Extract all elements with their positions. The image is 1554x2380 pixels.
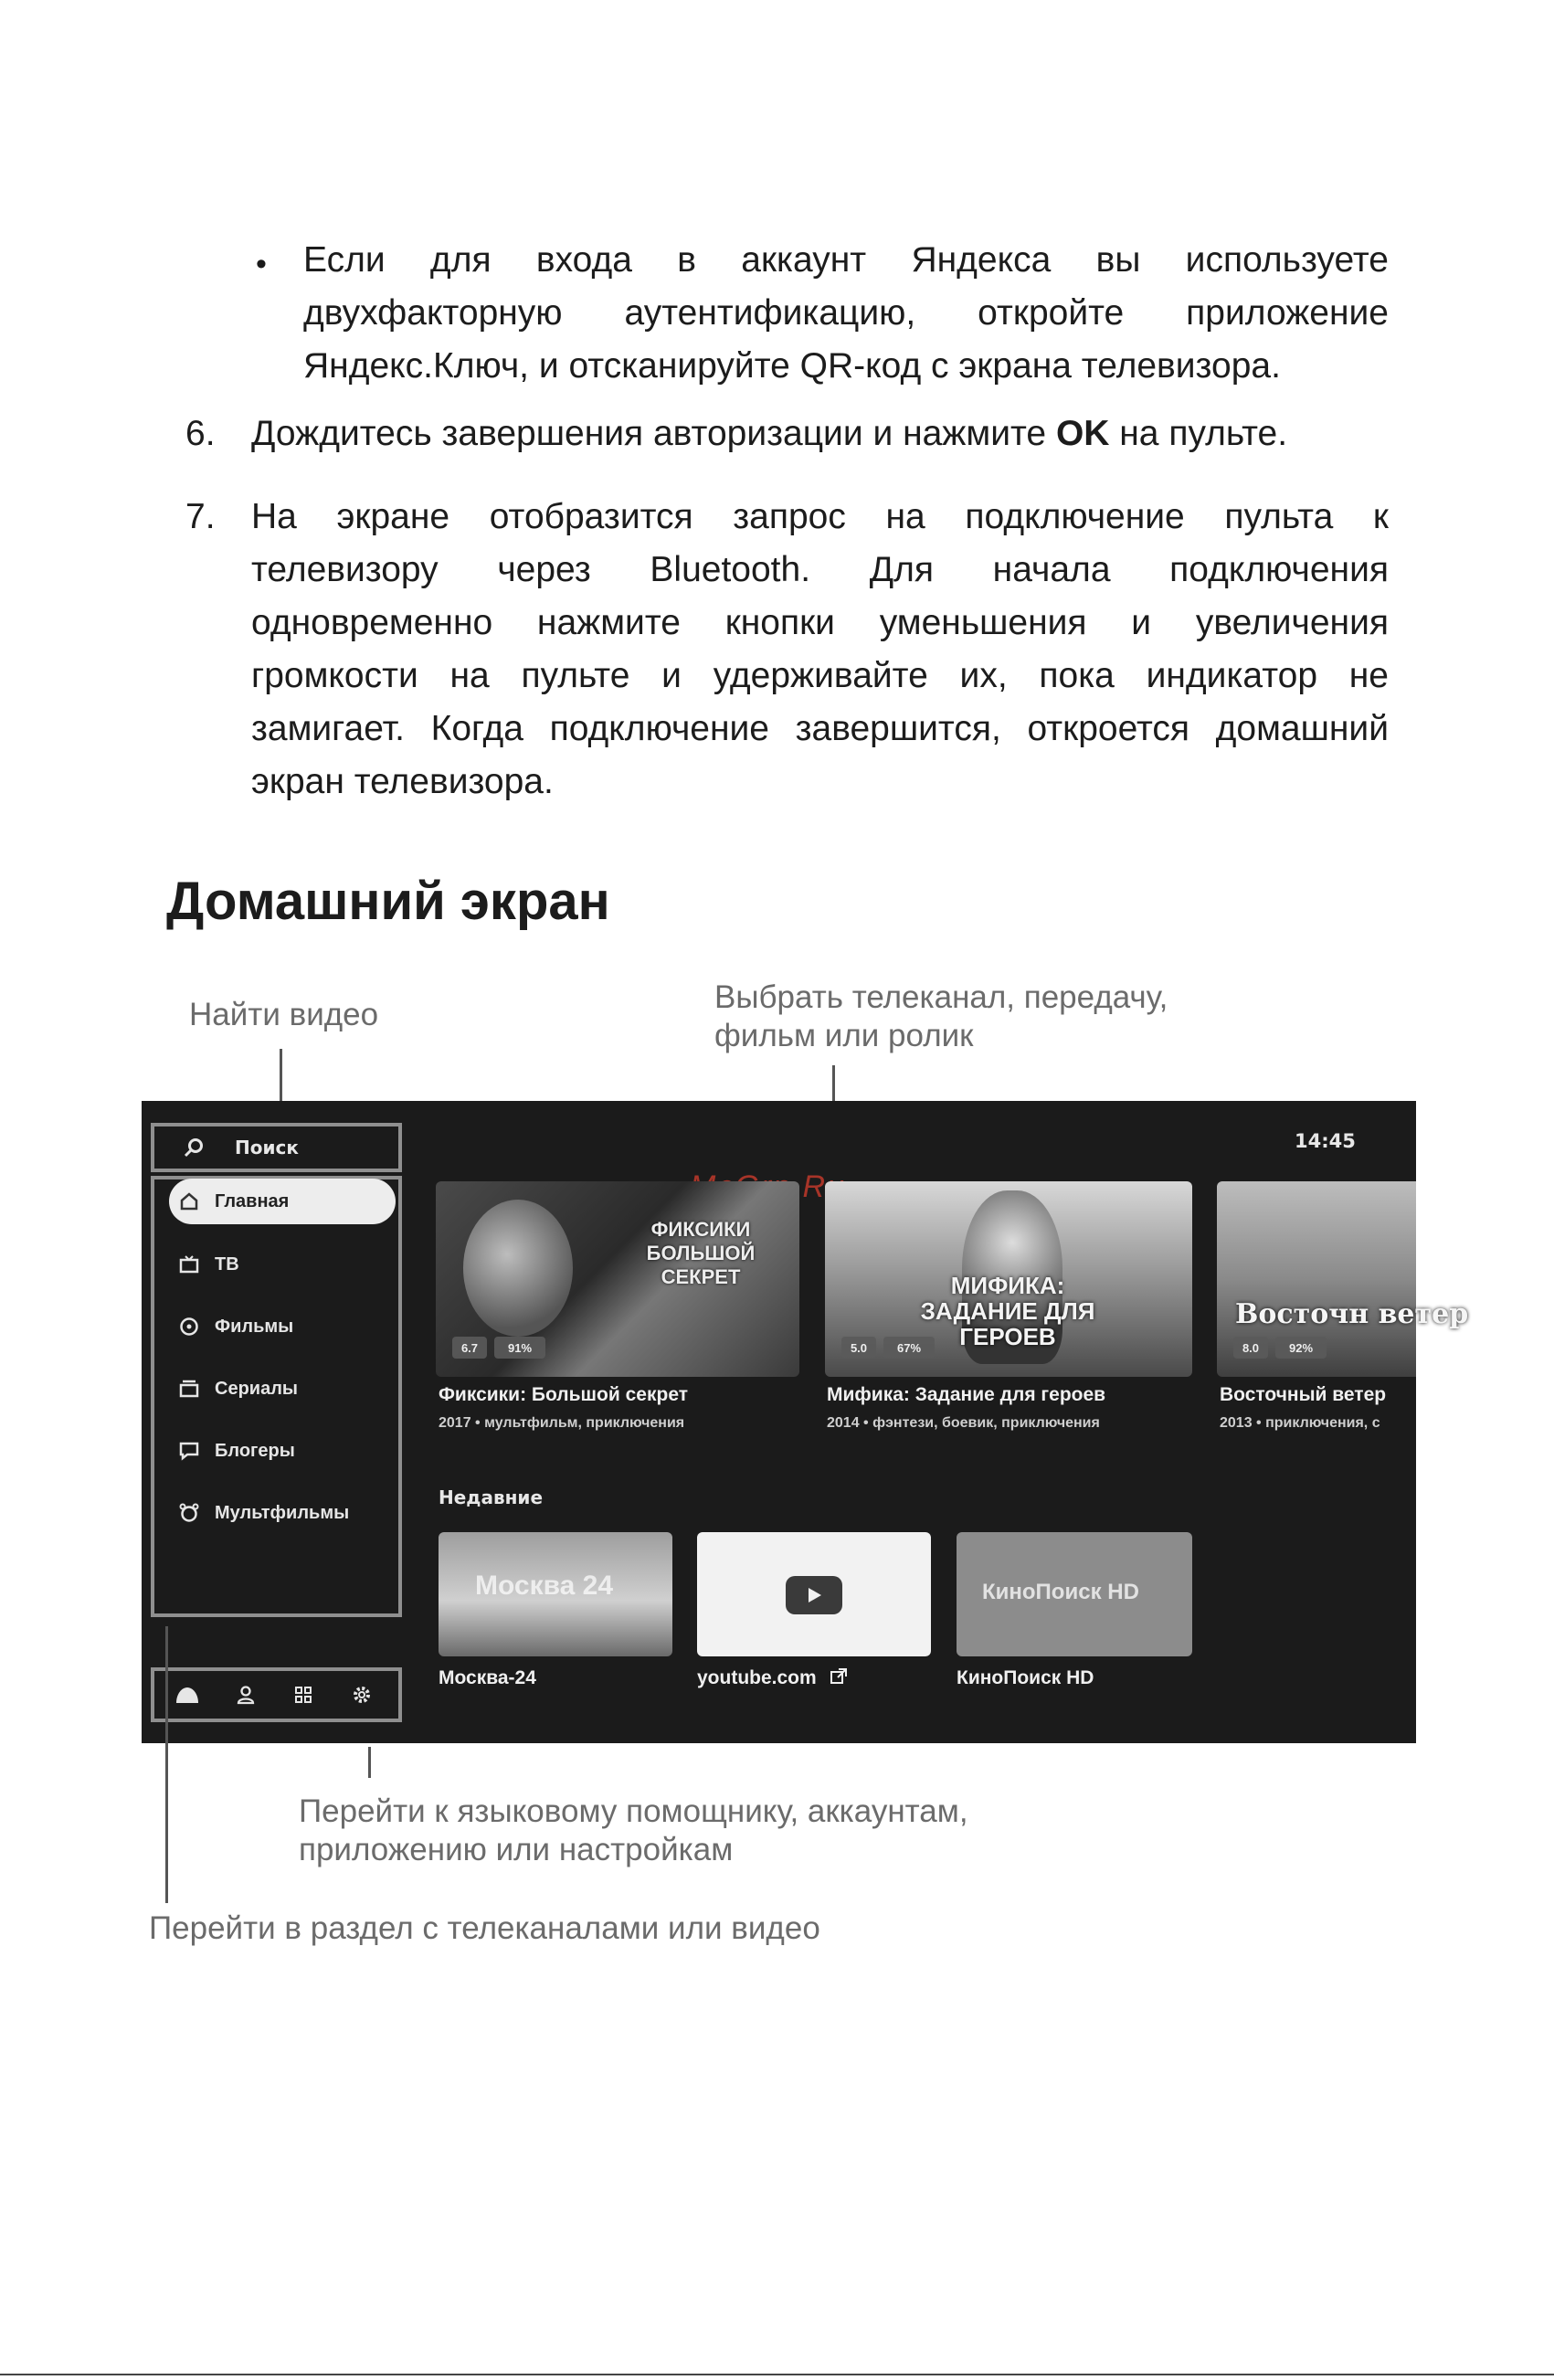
tv-icon <box>178 1253 200 1275</box>
clock: 14:45 <box>1295 1130 1356 1152</box>
apps-icon[interactable] <box>285 1677 322 1713</box>
step-7-line: На экране отобразится запрос на подключение пульта к <box>251 497 1389 536</box>
footer-rule <box>0 2374 1554 2375</box>
step-6-number: 6. <box>185 414 216 453</box>
nav-item-films[interactable] <box>178 1304 407 1349</box>
nav-item-cartoons[interactable] <box>178 1490 407 1536</box>
nav-label: Главная <box>215 1190 290 1211</box>
nav-item-series[interactable] <box>178 1366 407 1412</box>
nav-label: Мультфильмы <box>215 1502 350 1523</box>
rating-badge: 8.0 <box>1233 1337 1268 1359</box>
bullet-paragraph <box>303 234 1389 393</box>
tv-home-screen <box>142 1101 1469 1743</box>
bullet-line: Яндекс.Ключ, и отсканируйте QR-код с экрана телевизора. <box>303 346 1281 386</box>
callout-pointer-sections <box>165 1626 168 1903</box>
assistant-icon[interactable] <box>169 1677 206 1713</box>
moscow24-logo: Москва 24 <box>475 1571 614 1601</box>
home-icon <box>178 1190 200 1212</box>
nav-item-tv[interactable] <box>178 1242 407 1287</box>
step-7-line: телевизору через Bluetooth. Для начала подключения <box>251 550 1389 589</box>
callout-assistant <box>299 1793 968 1869</box>
callout-line: Выбрать телеканал, передачу, <box>714 979 1168 1015</box>
callout-section-nav: Перейти в раздел с телеканалами или видео <box>149 1910 820 1946</box>
featured-subtitle: 2014 • фэнтези, боевик, приключения <box>827 1415 1100 1431</box>
featured-title: Фиксики: Большой секрет <box>439 1384 689 1405</box>
step-6-ok: OK <box>1055 414 1110 453</box>
recent-tile-moscow24[interactable] <box>439 1532 672 1656</box>
recent-tile-youtube[interactable] <box>697 1532 931 1656</box>
external-link-icon <box>830 1667 848 1691</box>
step-7-text <box>251 491 1389 809</box>
recent-title: КиноПоиск HD <box>957 1667 1094 1688</box>
bullet-marker: • <box>256 247 267 281</box>
series-icon <box>178 1378 200 1400</box>
poster-art <box>463 1200 573 1337</box>
play-icon <box>786 1576 842 1614</box>
recent-title <box>697 1667 848 1691</box>
nav-label: Фильмы <box>215 1316 294 1337</box>
account-icon[interactable] <box>227 1677 264 1713</box>
nav-item-bloggers[interactable] <box>178 1428 407 1474</box>
poster-title: МИФИКА: ЗАДАНИЕ ДЛЯ ГЕРОЕВ <box>920 1272 1095 1350</box>
step-7-line: громкости на пульте и удерживайте их, пока индикатор не <box>251 656 1389 695</box>
rating-badge: 5.0 <box>841 1337 876 1359</box>
step-7-line: замигает. Когда подключение завершится, откроется домашний <box>251 709 1389 748</box>
search-label: Поиск <box>235 1137 299 1158</box>
rating-badge: 6.7 <box>452 1337 487 1359</box>
featured-subtitle: 2017 • мультфильм, приключения <box>439 1415 685 1431</box>
step-6-text <box>251 407 1393 460</box>
step-6-before: Дождитесь завершения авторизации и нажмите <box>251 414 1056 453</box>
percent-badge: 67% <box>883 1337 935 1359</box>
featured-subtitle: 2013 • приключения, с <box>1220 1415 1380 1431</box>
cartoons-icon <box>178 1502 200 1524</box>
poster-title: ФИКСИКИ БОЛЬШОЙ СЕКРЕТ <box>646 1218 756 1288</box>
featured-card-mifika[interactable] <box>825 1181 1192 1377</box>
search-frame[interactable] <box>151 1123 402 1172</box>
recent-title: Москва-24 <box>439 1667 536 1688</box>
callout-line: фильм или ролик <box>714 1018 974 1053</box>
film-icon <box>178 1316 200 1338</box>
callout-line: Перейти к языковому помощнику, аккаунтам, <box>299 1793 968 1829</box>
step-7-line: одновременно нажмите кнопки уменьшения и увеличения <box>251 603 1389 642</box>
featured-title: Мифика: Задание для героев <box>827 1384 1106 1405</box>
recent-label: Недавние <box>439 1486 544 1508</box>
callout-find-video: Найти видео <box>189 997 379 1032</box>
kinopoisk-logo: КиноПоиск HD <box>982 1580 1139 1604</box>
nav-label: Сериалы <box>215 1378 298 1399</box>
callout-choose-channel <box>714 978 1168 1055</box>
step-7-line: экран телевизора. <box>251 762 554 801</box>
featured-title: Восточный ветер <box>1220 1384 1387 1405</box>
percent-badge: 91% <box>494 1337 545 1359</box>
recent-title-text: youtube.com <box>697 1667 817 1688</box>
step-7-number: 7. <box>185 497 216 536</box>
section-title: Домашний экран <box>166 872 610 931</box>
poster-title: Восточн ветер <box>1235 1298 1469 1330</box>
nav-item-home[interactable] <box>169 1179 396 1224</box>
bullet-line: двухфакторную аутентификацию, откройте приложение <box>303 293 1389 333</box>
callout-pointer-bottom-bar <box>368 1747 371 1778</box>
nav-label: ТВ <box>215 1253 239 1275</box>
bloggers-icon <box>178 1440 200 1462</box>
nav-label: Блогеры <box>215 1440 295 1461</box>
bottom-bar-frame <box>151 1667 402 1722</box>
featured-card-vostochny[interactable] <box>1217 1181 1469 1377</box>
featured-card-fixiki[interactable] <box>436 1181 799 1377</box>
bullet-line: Если для входа в аккаунт Яндекса вы используете <box>303 240 1389 280</box>
search-icon <box>184 1137 204 1162</box>
step-6-after: на пульте. <box>1109 414 1288 453</box>
callout-line: приложению или настройкам <box>299 1832 734 1867</box>
recent-tile-kinopoisk[interactable] <box>957 1532 1192 1656</box>
percent-badge: 92% <box>1275 1337 1327 1359</box>
settings-icon[interactable] <box>344 1677 380 1713</box>
